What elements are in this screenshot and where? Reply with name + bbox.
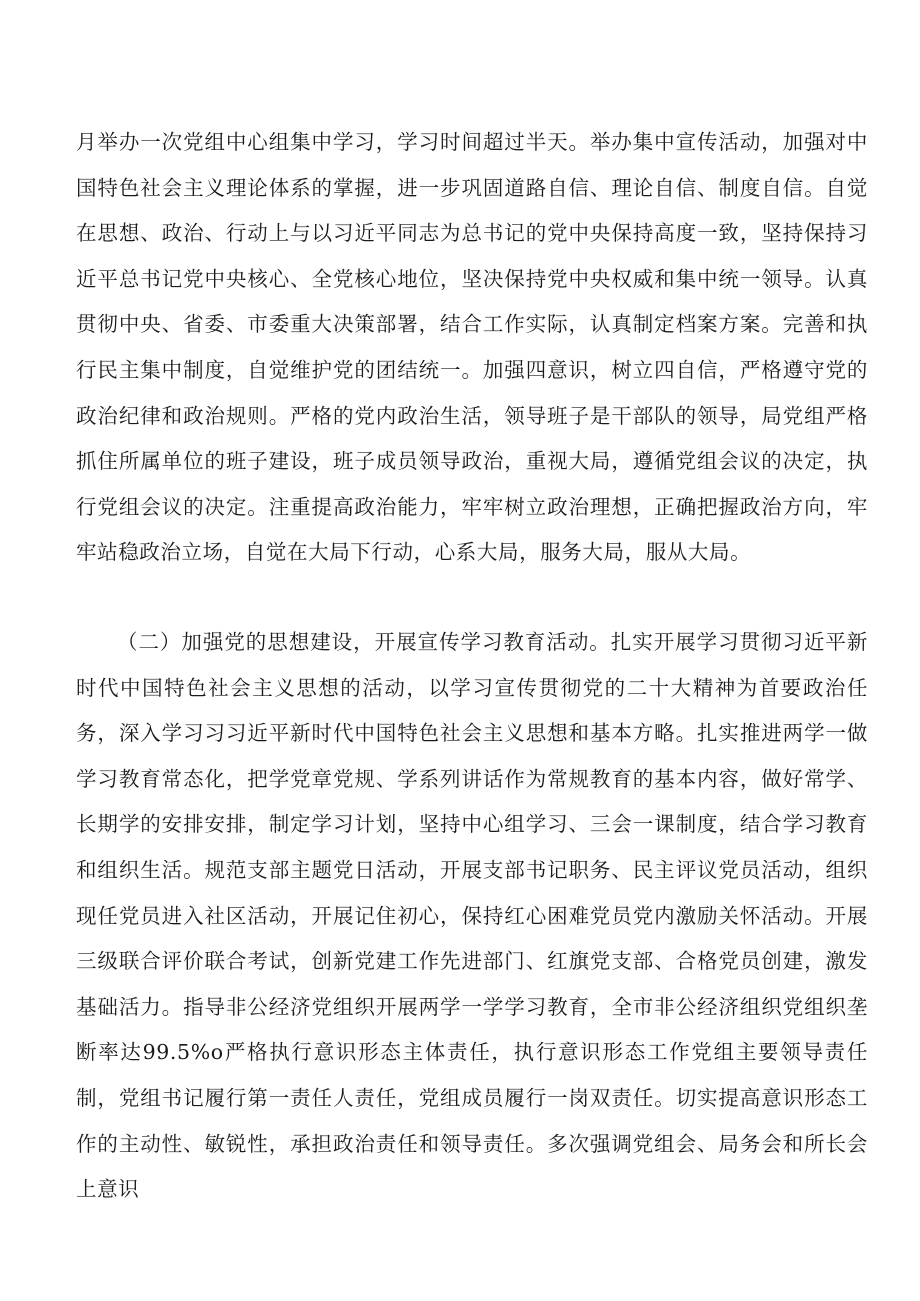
body-paragraph-2: （二）加强党的思想建设，开展宣传学习教育活动。扎实开展学习贯彻习近平新时代中国特色社会主义思想的活动，以学习宣传贯彻党的二十大精神为首要政治任务，深入学习习习近平新时代中国特色社会主义思想和基本方略。扎实推进两学一做学习教育常态化，把学党章党规、学系列讲话作为常规教育的基本内容，做好常学、长期学的安排安排，制定学习计划，坚持中心组学习、三会一课制度，结合学习教育和组织生活。规范支部主题党日活动，开展支部书记职务、民主评议党员活动，组织现任党员进入社区活动，开展记住初心，保持红心困难党员党内激励关怀活动。开展三级联合评价联合考试，创新党建工作先进部门、红旗党支部、合格党员创建，激发基础活力。指导非公经济党组织开展两学一学学习教育，全市非公经济组织党组织垄断率达99.5%o严格执行意识形态主体责任，执行意识形态工作党组主要领导责任制，党组书记履行第一责任人责任，党组成员履行一岗双责任。切实提高意识形态工作的主动性、敏锐性，承担政治责任和领导责任。多次强调党组会、局务会和所长会上意识 <box>76 630 868 1202</box>
body-paragraph-1: 月举办一次党组中心组集中学习，学习时间超过半天。举办集中宣传活动，加强对中国特色社会主义理论体系的掌握，进一步巩固道路自信、理论自信、制度自信。自觉在思想、政治、行动上与以习近平同志为总书记的党中央保持高度一致，坚持保持习近平总书记党中央核心、全党核心地位，坚决保持党中央权威和集中统一领导。认真贯彻中央、省委、市委重大决策部署，结合工作实际，认真制定档案方案。完善和执行民主集中制度，自觉维护党的团结统一。加强四意识，树立四自信，严格遵守党的政治纪律和政治规则。严格的党内政治生活，领导班子是干部队的领导，局党组严格抓住所属单位的班子建设，班子成员领导政治，重视大局，遵循党组会议的决定，执行党组会议的决定。注重提高政治能力，牢牢树立政治理想，正确把握政治方向，牢牢站稳政治立场，自觉在大局下行动，心系大局，服务大局，服从大局。 <box>76 130 868 565</box>
